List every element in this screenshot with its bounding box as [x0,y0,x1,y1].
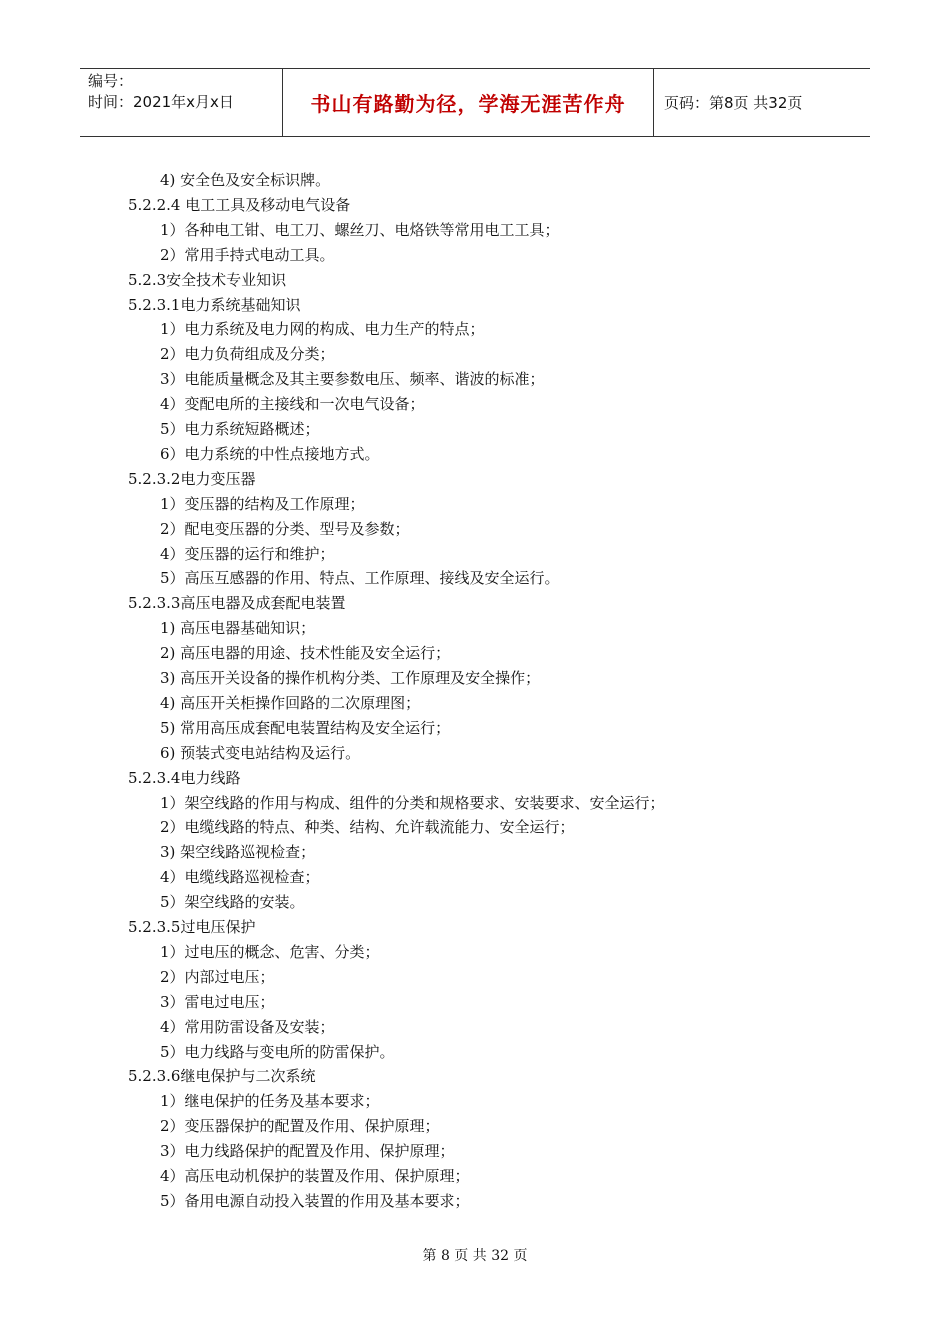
list-item: 3) 高压开关设备的操作机构分类、工作原理及安全操作； [160,669,541,687]
section-heading: 5.2.3.3高压电器及成套配电装置 [128,594,346,613]
page-header [80,68,870,137]
list-item: 2）配电变压器的分类、型号及参数； [160,519,410,538]
header-meta [80,69,283,136]
list-item: 1）过电压的概念、危害、分类； [160,942,380,961]
list-item: 3）雷电过电压； [160,992,275,1011]
list-item: 2）电力负荷组成及分类； [160,345,335,364]
section-heading: 5.2.3.4电力线路 [128,768,241,787]
list-item: 2) 高压电器的用途、技术性能及安全运行； [160,644,451,663]
list-item: 2）内部过电压； [160,967,275,986]
list-item: 2）常用手持式电动工具。 [160,245,335,264]
list-item: 5）电力线路与变电所的防雷保护。 [160,1042,395,1061]
section-heading: 5.2.3.5过电压保护 [128,918,256,936]
list-item: 1) 高压电器基础知识； [160,619,316,638]
list-item: 2）变压器保护的配置及作用、保护原理； [160,1117,440,1136]
list-item: 4）常用防雷设备及安装； [160,1017,335,1036]
list-item: 5）电力系统短路概述； [160,420,320,438]
list-item: 2）电缆线路的特点、种类、结构、允许载流能力、安全运行； [160,818,575,837]
list-item: 6) 预装式变电站结构及运行。 [160,743,361,762]
list-item: 4) 安全色及安全标识牌。 [160,171,331,189]
list-item: 3）电能质量概念及其主要参数电压、频率、谐波的标准； [160,370,545,389]
list-item: 6）电力系统的中性点接地方式。 [160,444,380,463]
list-item: 1）电力系统及电力网的构成、电力生产的特点； [160,320,485,339]
section-heading: 5.2.2.4 电工工具及移动电气设备 [128,195,351,214]
header-motto: 书山有路勤为径，学海无涯苦作舟 [283,69,654,136]
section-heading: 5.2.3安全技术专业知识 [128,270,287,289]
list-item: 3）电力线路保护的配置及作用、保护原理； [160,1142,455,1161]
list-item: 4）电缆线路巡视检查； [160,868,320,887]
list-item: 4）变配电所的主接线和一次电气设备； [160,395,425,414]
document-number-label: 编号： [88,72,134,90]
document-date: 时间：2021年x月x日 [88,93,234,111]
list-item: 4）变压器的运行和维护； [160,544,335,563]
list-item: 5）架空线路的安装。 [160,893,305,912]
list-item: 4）高压电动机保护的装置及作用、保护原理； [160,1167,470,1185]
list-item: 5）备用电源自动投入装置的作用及基本要求； [160,1191,470,1210]
list-item: 3) 架空线路巡视检查； [160,843,316,862]
list-item: 1）各种电工钳、电工刀、螺丝刀、电烙铁等常用电工工具； [160,220,560,239]
list-item: 1）变压器的结构及工作原理； [160,494,365,513]
list-item: 5）高压互感器的作用、特点、工作原理、接线及安全运行。 [160,569,560,588]
section-heading: 5.2.3.2电力变压器 [128,469,256,488]
list-item: 4) 高压开关柜操作回路的二次原理图； [160,693,421,712]
list-item: 1）继电保护的任务及基本要求； [160,1092,380,1111]
list-item: 5) 常用高压成套配电装置结构及安全运行； [160,718,451,737]
list-item: 1）架空线路的作用与构成、组件的分类和规格要求、安装要求、安全运行； [160,793,665,812]
page-footer: 第 8 页 共 32 页 [422,1248,528,1264]
header-page-number: 页码：第8页 共32页 [664,94,803,112]
section-heading: 5.2.3.6继电保护与二次系统 [128,1067,316,1086]
section-heading: 5.2.3.1电力系统基础知识 [128,295,301,314]
